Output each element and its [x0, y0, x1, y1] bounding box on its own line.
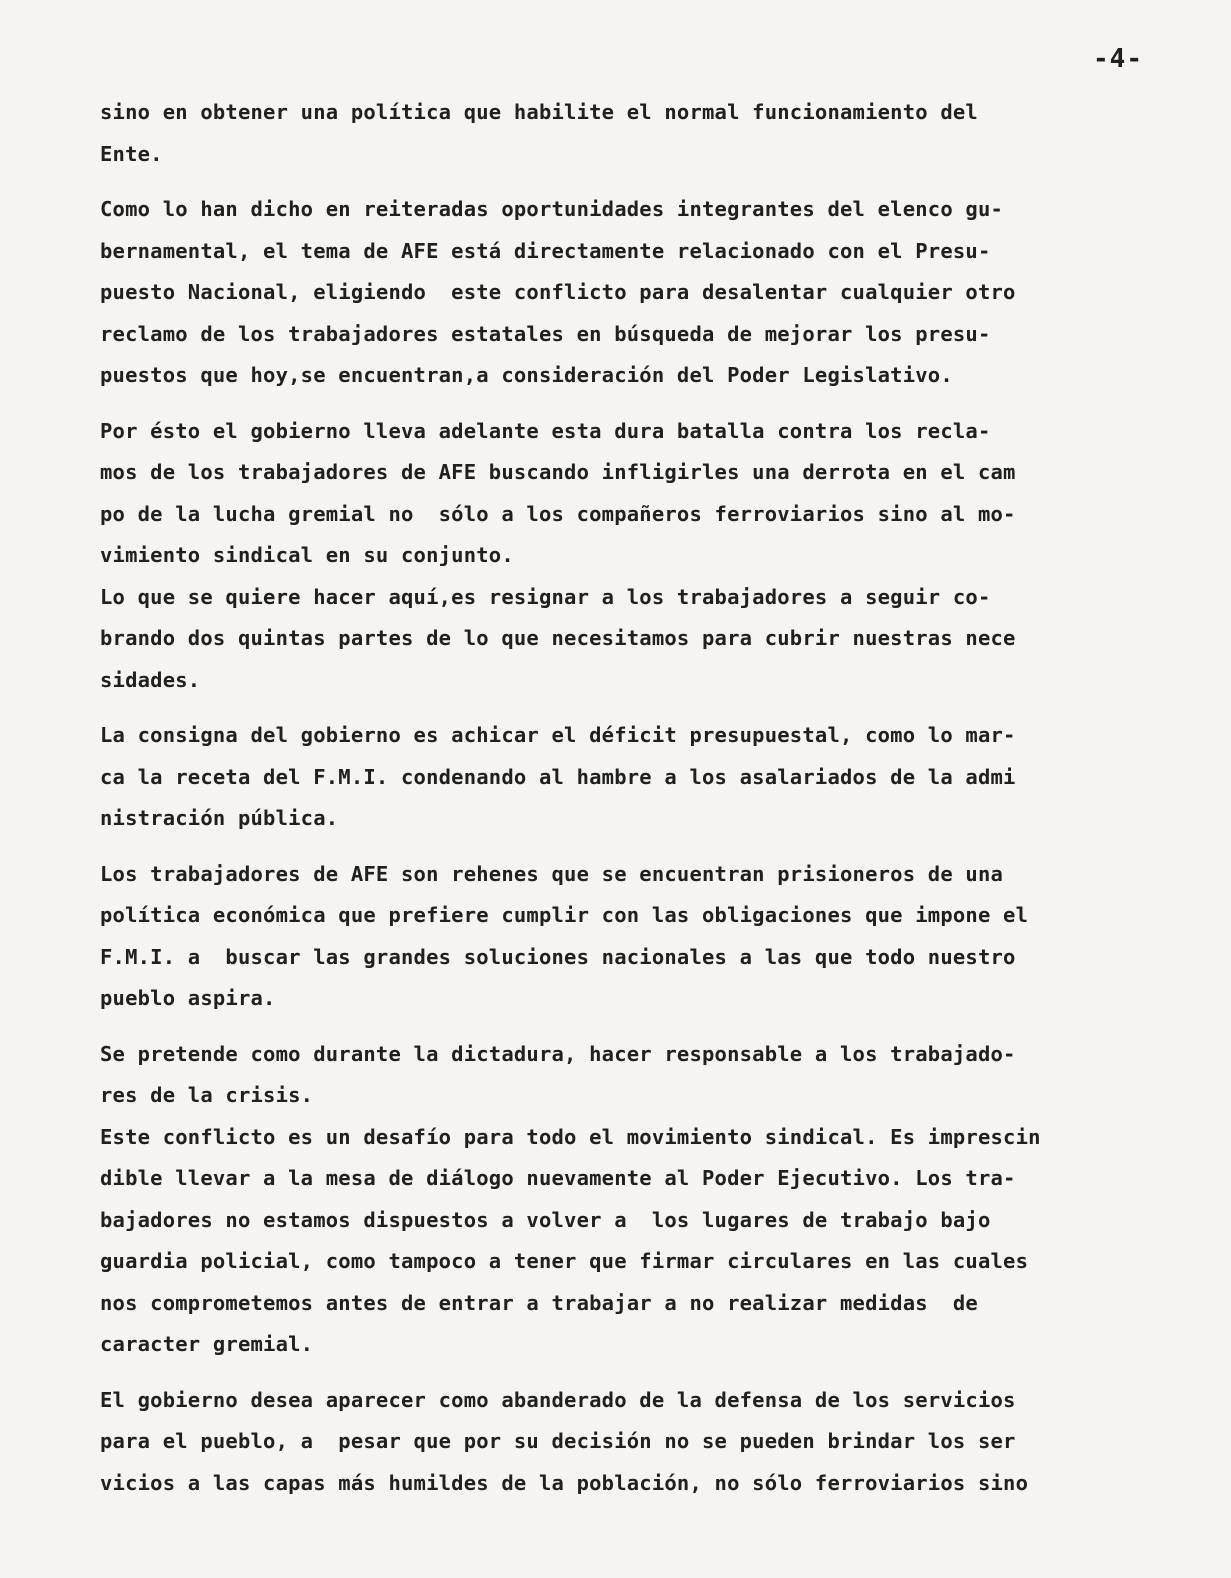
- text-line: F.M.I. a buscar las grandes soluciones nacionales a las que todo nuestro: [100, 944, 1016, 969]
- text-line: bernamental, el tema de AFE está directamente relacionado con el Presu-: [100, 238, 991, 263]
- text-line: Los trabajadores de AFE son rehenes que se encuentran prisioneros de una: [100, 861, 1004, 886]
- paragraph-2: [100, 189, 1170, 397]
- text-line: sino en obtener una política que habilite el normal funcionamiento del: [100, 100, 978, 124]
- paragraph-3: [100, 411, 1170, 702]
- text-line: vimiento sindical en su conjunto.: [100, 543, 514, 567]
- paragraph-7: [100, 1380, 1170, 1505]
- text-line: mos de los trabajadores de AFE buscando infligirles una derrota en el cam: [100, 460, 1016, 484]
- body-text: [100, 92, 1170, 1518]
- text-line: puesto Nacional, eligiendo este conflicto para desalentar cualquier otro: [100, 280, 1016, 304]
- text-line: po de la lucha gremial no sólo a los compañeros ferroviarios sino al mo-: [100, 501, 1016, 526]
- text-line: reclamo de los trabajadores estatales en búsqueda de mejorar los presu-: [100, 321, 991, 346]
- text-line: Este conflicto es un desafío para todo el movimiento sindical. Es imprescin: [100, 1124, 1041, 1149]
- text-line: nistración pública.: [100, 806, 339, 830]
- text-line: Como lo han dicho en reiteradas oportunidades integrantes del elenco gu-: [100, 197, 1004, 221]
- page-number: -4-: [1093, 44, 1143, 74]
- text-line: caracter gremial.: [100, 1332, 314, 1356]
- text-line: puestos que hoy,se encuentran,a consideración del Poder Legislativo.: [100, 363, 953, 387]
- text-line: res de la crisis.: [100, 1083, 314, 1107]
- paragraph-5: [100, 854, 1170, 1020]
- text-line: política económica que prefiere cumplir con las obligaciones que impone el: [100, 903, 1029, 927]
- paragraph-6: [100, 1034, 1170, 1366]
- text-line: guardia policial, como tampoco a tener que firmar circulares en las cuales: [100, 1249, 1029, 1273]
- text-line: Por ésto el gobierno lleva adelante esta dura batalla contra los recla-: [100, 418, 991, 443]
- paragraph-1: [100, 92, 1170, 175]
- text-line: La consigna del gobierno es achicar el déficit presupuestal, como lo mar-: [100, 723, 1016, 747]
- text-line: ca la receta del F.M.I. condenando al hambre a los asalariados de la admi: [100, 764, 1016, 789]
- text-line: Lo que se quiere hacer aquí,es resignar a los trabajadores a seguir co-: [100, 584, 991, 609]
- text-line: bajadores no estamos dispuestos a volver a los lugares de trabajo bajo: [100, 1207, 991, 1232]
- text-line: brando dos quintas partes de lo que necesitamos para cubrir nuestras nece: [100, 626, 1016, 650]
- text-line: Se pretende como durante la dictadura, hacer responsable a los trabajado-: [100, 1041, 1016, 1066]
- paragraph-4: [100, 715, 1170, 840]
- text-line: nos comprometemos antes de entrar a trabajar a no realizar medidas de: [100, 1290, 978, 1315]
- text-line: Ente.: [100, 141, 163, 166]
- text-line: pueblo aspira.: [100, 986, 276, 1010]
- text-line: sidades.: [100, 667, 201, 692]
- text-line: El gobierno desea aparecer como abanderado de la defensa de los servicios: [100, 1387, 1016, 1412]
- text-line: vicios a las capas más humildes de la población, no sólo ferroviarios sino: [100, 1470, 1029, 1495]
- text-line: para el pueblo, a pesar que por su decisión no se pueden brindar los ser: [100, 1429, 1016, 1453]
- text-line: dible llevar a la mesa de diálogo nuevamente al Poder Ejecutivo. Los tra-: [100, 1166, 1016, 1190]
